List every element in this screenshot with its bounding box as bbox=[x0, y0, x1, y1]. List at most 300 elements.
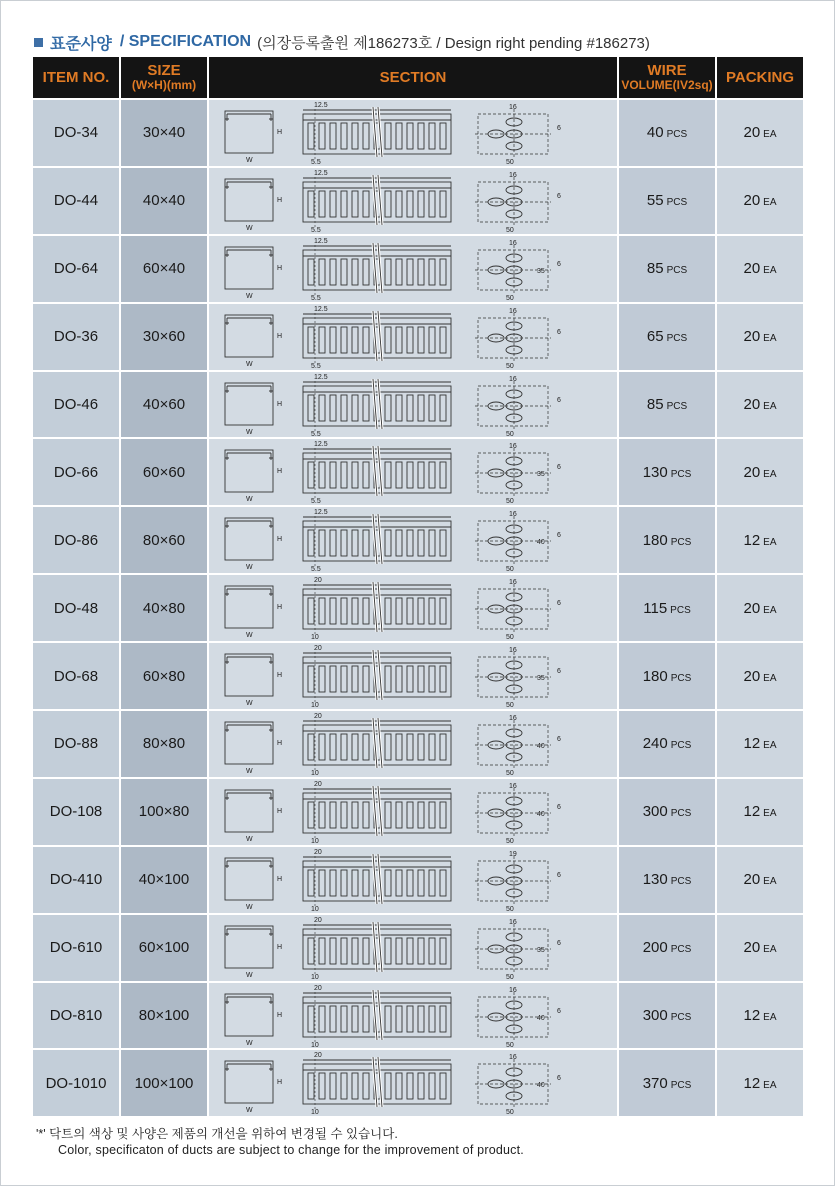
section-drawing-cell bbox=[209, 981, 619, 1049]
wire-volume-unit: PCS bbox=[666, 333, 688, 345]
wire-volume-value: 65 bbox=[646, 328, 664, 346]
hole-base-dimension: 50 bbox=[506, 566, 514, 573]
packing-cell bbox=[717, 709, 803, 777]
item-number-cell: DO-44 bbox=[33, 166, 121, 234]
item-number-cell: DO-610 bbox=[33, 913, 121, 981]
hole-side-dimension: 40 bbox=[537, 1082, 545, 1090]
hole-pattern-icon bbox=[475, 109, 551, 159]
wire-volume-cell bbox=[619, 913, 717, 981]
packing-value: 20 bbox=[743, 871, 761, 889]
section-drawing-cell bbox=[209, 573, 619, 641]
table-row bbox=[33, 1048, 803, 1116]
hole-side-dimension: 40 bbox=[537, 742, 545, 750]
section-w-label: W bbox=[246, 700, 253, 708]
wire-volume-unit: PCS bbox=[670, 876, 692, 888]
wire-volume-value: 40 bbox=[646, 124, 664, 142]
packing-unit: EA bbox=[763, 604, 777, 616]
hole-base-dimension: 50 bbox=[506, 837, 514, 844]
hole-top-dimension: 16 bbox=[509, 918, 517, 926]
duct-elevation-icon bbox=[303, 379, 451, 431]
duct-elevation-icon bbox=[303, 854, 451, 906]
hole-gap-dimension: 6 bbox=[557, 328, 561, 336]
size-cell: 80×80 bbox=[121, 709, 209, 777]
wire-volume-unit: PCS bbox=[670, 672, 692, 684]
packing-unit: EA bbox=[763, 1079, 777, 1091]
section-top-dimension: 20 bbox=[314, 984, 322, 992]
section-top-dimension: 12.5 bbox=[314, 305, 328, 313]
square-bullet-icon bbox=[34, 38, 43, 47]
section-w-label: W bbox=[246, 767, 253, 775]
packing-unit: EA bbox=[763, 1012, 777, 1024]
footnote-english: Color, specificaton of ducts are subject to change for the improvement of product. bbox=[58, 1143, 524, 1157]
section-drawing bbox=[213, 848, 613, 912]
section-w-label: W bbox=[246, 496, 253, 504]
item-number-cell: DO-108 bbox=[33, 777, 121, 845]
item-number-cell: DO-34 bbox=[33, 98, 121, 166]
section-drawing-cell bbox=[209, 641, 619, 709]
packing-value: 20 bbox=[743, 599, 761, 617]
wire-volume-cell bbox=[619, 981, 717, 1049]
size-cell: 100×100 bbox=[121, 1048, 209, 1116]
packing-value: 12 bbox=[743, 1007, 761, 1025]
header-size: SIZE (W×H)(mm) bbox=[121, 57, 209, 98]
wire-volume-value: 85 bbox=[646, 260, 664, 278]
section-w-label: W bbox=[246, 835, 253, 843]
duct-cross-section-icon bbox=[225, 383, 273, 425]
packing-value: 12 bbox=[743, 1074, 761, 1092]
section-bottom-dimension: 5.5 bbox=[311, 430, 321, 437]
duct-cross-section-icon bbox=[225, 994, 273, 1036]
wire-volume-value: 115 bbox=[643, 599, 668, 617]
wire-volume-cell bbox=[619, 505, 717, 573]
wire-volume-value: 85 bbox=[646, 396, 664, 413]
duct-cross-section-icon bbox=[225, 179, 273, 221]
section-h-label: H bbox=[277, 739, 283, 747]
section-h-label: H bbox=[277, 196, 283, 204]
packing-value: 12 bbox=[743, 531, 761, 549]
table-row bbox=[33, 166, 803, 234]
section-top-dimension: 20 bbox=[314, 848, 322, 856]
wire-volume-value: 130 bbox=[642, 871, 668, 889]
section-w-label: W bbox=[246, 632, 253, 640]
hole-top-dimension: 16 bbox=[509, 103, 517, 111]
hole-base-dimension: 50 bbox=[506, 973, 514, 980]
packing-cell bbox=[717, 981, 803, 1049]
section-bottom-dimension: 10 bbox=[311, 702, 319, 709]
duct-cross-section-icon bbox=[225, 722, 273, 764]
size-cell: 60×100 bbox=[121, 913, 209, 981]
item-number-cell: DO-64 bbox=[33, 234, 121, 302]
hole-top-dimension: 16 bbox=[509, 647, 517, 655]
duct-cross-section-icon bbox=[225, 450, 273, 492]
packing-cell bbox=[717, 437, 803, 505]
section-bottom-dimension: 10 bbox=[311, 769, 319, 776]
section-h-label: H bbox=[277, 468, 283, 476]
hole-gap-dimension: 6 bbox=[557, 532, 561, 540]
wire-volume-unit: PCS bbox=[670, 1012, 692, 1024]
section-bottom-dimension: 10 bbox=[311, 1109, 319, 1116]
hole-side-dimension: 35 bbox=[537, 471, 545, 479]
item-number-cell: DO-1010 bbox=[33, 1048, 121, 1116]
hole-base-dimension: 50 bbox=[506, 1109, 514, 1116]
section-drawing-cell bbox=[209, 166, 619, 234]
section-bottom-dimension: 10 bbox=[311, 973, 319, 980]
section-drawing bbox=[213, 169, 613, 233]
hole-base-dimension: 50 bbox=[506, 1041, 514, 1048]
section-drawing-cell bbox=[209, 709, 619, 777]
wire-volume-unit: PCS bbox=[670, 740, 692, 752]
section-h-label: H bbox=[277, 400, 283, 408]
duct-elevation-icon bbox=[303, 243, 451, 295]
section-top-dimension: 12.5 bbox=[314, 441, 328, 449]
packing-unit: EA bbox=[763, 129, 777, 141]
hole-gap-dimension: 6 bbox=[557, 668, 561, 676]
hole-gap-dimension: 6 bbox=[557, 1075, 561, 1083]
section-top-dimension: 20 bbox=[314, 1052, 322, 1060]
title-english: / SPECIFICATION bbox=[119, 33, 252, 50]
table-header-row bbox=[33, 57, 803, 98]
section-drawing bbox=[213, 644, 613, 708]
item-number-cell: DO-68 bbox=[33, 641, 121, 709]
table-row bbox=[33, 370, 803, 438]
hole-gap-dimension: 6 bbox=[557, 464, 561, 472]
duct-elevation-icon bbox=[303, 718, 451, 770]
section-drawing bbox=[213, 712, 613, 776]
section-w-label: W bbox=[246, 428, 253, 436]
section-h-label: H bbox=[277, 264, 283, 272]
packing-cell bbox=[717, 302, 803, 370]
table-row bbox=[33, 777, 803, 845]
hole-pattern-icon bbox=[475, 177, 551, 227]
hole-side-dimension: 35 bbox=[537, 675, 545, 683]
packing-unit: EA bbox=[763, 808, 777, 820]
duct-cross-section-icon bbox=[225, 111, 273, 153]
wire-volume-unit: PCS bbox=[670, 468, 692, 480]
hole-top-dimension: 19 bbox=[509, 850, 517, 858]
size-cell: 60×60 bbox=[121, 437, 209, 505]
section-drawing-cell bbox=[209, 234, 619, 302]
duct-elevation-icon bbox=[303, 311, 451, 363]
size-cell: 40×80 bbox=[121, 573, 209, 641]
hole-gap-dimension: 6 bbox=[557, 124, 561, 132]
size-cell: 60×40 bbox=[121, 234, 209, 302]
table-row bbox=[33, 913, 803, 981]
item-number-cell: DO-86 bbox=[33, 505, 121, 573]
header-packing: PACKING bbox=[717, 57, 803, 98]
section-top-dimension: 12.5 bbox=[314, 169, 328, 177]
wire-volume-value: 370 bbox=[642, 1074, 668, 1092]
section-top-dimension: 20 bbox=[314, 712, 322, 720]
hole-top-dimension: 16 bbox=[509, 443, 517, 451]
hole-top-dimension: 16 bbox=[509, 307, 517, 315]
packing-unit: EA bbox=[763, 265, 777, 277]
hole-gap-dimension: 6 bbox=[557, 600, 561, 608]
section-w-label: W bbox=[246, 971, 253, 979]
title-subtitle: (의장등록출원 제186273호 / Design right pending #186273) bbox=[257, 34, 650, 52]
hole-side-dimension: 35 bbox=[537, 267, 545, 275]
packing-value: 20 bbox=[743, 463, 761, 481]
duct-elevation-icon bbox=[303, 1057, 451, 1109]
footnote bbox=[36, 1126, 796, 1158]
section-h-label: H bbox=[277, 128, 283, 136]
section-w-label: W bbox=[246, 564, 253, 572]
duct-elevation-icon bbox=[303, 922, 451, 974]
wire-volume-unit: PCS bbox=[666, 197, 688, 209]
section-bottom-dimension: 10 bbox=[311, 837, 319, 844]
item-number-cell: DO-410 bbox=[33, 845, 121, 913]
packing-unit: EA bbox=[763, 672, 777, 684]
table-row bbox=[33, 98, 803, 166]
wire-volume-value: 300 bbox=[642, 1007, 668, 1025]
section-w-label: W bbox=[246, 903, 253, 911]
hole-base-dimension: 50 bbox=[506, 158, 514, 165]
item-number-cell: DO-48 bbox=[33, 573, 121, 641]
section-drawing bbox=[213, 1051, 613, 1115]
packing-value: 20 bbox=[743, 667, 761, 685]
hole-top-dimension: 16 bbox=[509, 986, 517, 994]
hole-base-dimension: 50 bbox=[506, 905, 514, 912]
section-bottom-dimension: 5.5 bbox=[311, 362, 321, 369]
packing-unit: EA bbox=[763, 468, 777, 480]
packing-value: 20 bbox=[743, 396, 761, 413]
table-row bbox=[33, 709, 803, 777]
wire-volume-cell bbox=[619, 845, 717, 913]
hole-top-dimension: 16 bbox=[509, 171, 517, 179]
wire-volume-cell bbox=[619, 777, 717, 845]
hole-pattern-icon bbox=[475, 381, 551, 431]
packing-cell bbox=[717, 505, 803, 573]
packing-value: 12 bbox=[743, 803, 761, 821]
title-korean: 표준사양 bbox=[50, 35, 112, 53]
section-drawing-cell bbox=[209, 913, 619, 981]
item-number-cell: DO-810 bbox=[33, 981, 121, 1049]
hole-top-dimension: 16 bbox=[509, 375, 517, 383]
packing-cell bbox=[717, 913, 803, 981]
wire-volume-value: 130 bbox=[642, 463, 668, 481]
wire-volume-value: 240 bbox=[642, 735, 668, 753]
size-cell: 80×100 bbox=[121, 981, 209, 1049]
header-wire-volume: WIRE VOLUME(IV2sq) bbox=[619, 57, 717, 98]
hole-gap-dimension: 6 bbox=[557, 735, 561, 743]
section-w-label: W bbox=[246, 224, 253, 232]
section-top-dimension: 20 bbox=[314, 577, 322, 585]
packing-unit: EA bbox=[763, 876, 777, 888]
duct-cross-section-icon bbox=[225, 586, 273, 628]
hole-top-dimension: 16 bbox=[509, 579, 517, 587]
duct-cross-section-icon bbox=[225, 790, 273, 832]
hole-base-dimension: 50 bbox=[506, 294, 514, 301]
section-drawing bbox=[213, 440, 613, 504]
duct-cross-section-icon bbox=[225, 654, 273, 696]
section-drawing bbox=[213, 916, 613, 980]
hole-top-dimension: 16 bbox=[509, 511, 517, 519]
table-row bbox=[33, 641, 803, 709]
section-top-dimension: 12.5 bbox=[314, 373, 328, 381]
size-cell: 40×100 bbox=[121, 845, 209, 913]
section-drawing-cell bbox=[209, 437, 619, 505]
duct-elevation-icon bbox=[303, 514, 451, 566]
table-row bbox=[33, 302, 803, 370]
duct-cross-section-icon bbox=[225, 315, 273, 357]
section-w-label: W bbox=[246, 360, 253, 368]
wire-volume-cell bbox=[619, 370, 717, 438]
section-w-label: W bbox=[246, 1107, 253, 1115]
section-bottom-dimension: 5.5 bbox=[311, 566, 321, 573]
duct-cross-section-icon bbox=[225, 1061, 273, 1103]
item-number-cell: DO-88 bbox=[33, 709, 121, 777]
section-drawing-cell bbox=[209, 98, 619, 166]
item-number-cell: DO-36 bbox=[33, 302, 121, 370]
wire-volume-unit: PCS bbox=[666, 265, 688, 277]
table-row bbox=[33, 437, 803, 505]
section-drawing bbox=[213, 305, 613, 369]
section-h-label: H bbox=[277, 807, 283, 815]
section-drawing bbox=[213, 373, 613, 437]
table-row bbox=[33, 981, 803, 1049]
item-number-cell: DO-46 bbox=[33, 370, 121, 438]
section-drawing bbox=[213, 984, 613, 1048]
wire-volume-value: 180 bbox=[642, 531, 668, 549]
wire-volume-cell bbox=[619, 166, 717, 234]
section-top-dimension: 12.5 bbox=[314, 509, 328, 517]
section-drawing-cell bbox=[209, 302, 619, 370]
section-drawing-cell bbox=[209, 370, 619, 438]
hole-base-dimension: 50 bbox=[506, 769, 514, 776]
hole-base-dimension: 50 bbox=[506, 430, 514, 437]
hole-gap-dimension: 6 bbox=[557, 260, 561, 268]
table-row bbox=[33, 234, 803, 302]
packing-cell bbox=[717, 234, 803, 302]
packing-value: 12 bbox=[743, 735, 761, 753]
table-row bbox=[33, 573, 803, 641]
duct-elevation-icon bbox=[303, 107, 451, 159]
packing-value: 20 bbox=[743, 939, 761, 957]
section-bottom-dimension: 10 bbox=[311, 905, 319, 912]
packing-value: 20 bbox=[743, 124, 761, 142]
section-w-label: W bbox=[246, 156, 253, 164]
section-bottom-dimension: 10 bbox=[311, 1041, 319, 1048]
wire-volume-cell bbox=[619, 302, 717, 370]
packing-unit: EA bbox=[763, 740, 777, 752]
duct-cross-section-icon bbox=[225, 518, 273, 560]
packing-unit: EA bbox=[763, 197, 777, 209]
section-top-dimension: 20 bbox=[314, 645, 322, 653]
hole-top-dimension: 16 bbox=[509, 1054, 517, 1062]
packing-cell bbox=[717, 98, 803, 166]
wire-volume-unit: PCS bbox=[670, 944, 692, 956]
section-w-label: W bbox=[246, 1039, 253, 1047]
packing-cell bbox=[717, 1048, 803, 1116]
hole-base-dimension: 50 bbox=[506, 498, 514, 505]
section-drawing bbox=[213, 101, 613, 165]
page-title bbox=[34, 31, 650, 53]
section-h-label: H bbox=[277, 1011, 283, 1019]
table-row bbox=[33, 505, 803, 573]
hole-pattern-icon bbox=[475, 584, 551, 634]
section-drawing bbox=[213, 780, 613, 844]
packing-cell bbox=[717, 573, 803, 641]
packing-cell bbox=[717, 370, 803, 438]
header-section: SECTION bbox=[209, 57, 619, 98]
section-w-label: W bbox=[246, 292, 253, 300]
section-top-dimension: 12.5 bbox=[314, 237, 328, 245]
section-drawing-cell bbox=[209, 845, 619, 913]
duct-elevation-icon bbox=[303, 582, 451, 634]
hole-top-dimension: 16 bbox=[509, 714, 517, 722]
wire-volume-cell bbox=[619, 641, 717, 709]
wire-volume-cell bbox=[619, 573, 717, 641]
section-h-label: H bbox=[277, 604, 283, 612]
packing-unit: EA bbox=[763, 536, 777, 548]
wire-volume-value: 300 bbox=[642, 803, 668, 821]
section-top-dimension: 12.5 bbox=[314, 101, 328, 109]
section-drawing bbox=[213, 508, 613, 572]
wire-volume-value: 55 bbox=[646, 192, 664, 210]
hole-gap-dimension: 6 bbox=[557, 396, 561, 404]
packing-cell bbox=[717, 777, 803, 845]
wire-volume-unit: PCS bbox=[670, 808, 692, 820]
hole-pattern-icon bbox=[475, 313, 551, 363]
hole-side-dimension: 40 bbox=[537, 810, 545, 818]
duct-elevation-icon bbox=[303, 786, 451, 838]
size-cell: 80×60 bbox=[121, 505, 209, 573]
section-drawing bbox=[213, 576, 613, 640]
duct-elevation-icon bbox=[303, 990, 451, 1042]
duct-cross-section-icon bbox=[225, 858, 273, 900]
section-top-dimension: 20 bbox=[314, 780, 322, 788]
wire-volume-unit: PCS bbox=[670, 536, 692, 548]
section-h-label: H bbox=[277, 1079, 283, 1087]
hole-side-dimension: 35 bbox=[537, 946, 545, 954]
header-item-no: ITEM NO. bbox=[33, 57, 121, 98]
wire-volume-value: 180 bbox=[642, 667, 668, 685]
duct-elevation-icon bbox=[303, 446, 451, 498]
hole-base-dimension: 50 bbox=[506, 226, 514, 233]
section-bottom-dimension: 5.5 bbox=[311, 294, 321, 301]
size-cell: 30×40 bbox=[121, 98, 209, 166]
item-number-cell: DO-66 bbox=[33, 437, 121, 505]
section-h-label: H bbox=[277, 536, 283, 544]
hole-base-dimension: 50 bbox=[506, 634, 514, 641]
section-bottom-dimension: 5.5 bbox=[311, 158, 321, 165]
section-drawing-cell bbox=[209, 777, 619, 845]
hole-base-dimension: 50 bbox=[506, 362, 514, 369]
packing-value: 20 bbox=[743, 260, 761, 278]
duct-cross-section-icon bbox=[225, 926, 273, 968]
wire-volume-cell bbox=[619, 98, 717, 166]
hole-gap-dimension: 6 bbox=[557, 871, 561, 879]
section-h-label: H bbox=[277, 943, 283, 951]
size-cell: 40×40 bbox=[121, 166, 209, 234]
hole-gap-dimension: 6 bbox=[557, 939, 561, 947]
section-h-label: H bbox=[277, 875, 283, 883]
footnote-korean: '*' 닥트의 색상 및 사양은 제품의 개선을 위하여 변경될 수 있습니다. bbox=[36, 1127, 398, 1141]
hole-top-dimension: 16 bbox=[509, 239, 517, 247]
section-bottom-dimension: 5.5 bbox=[311, 226, 321, 233]
wire-volume-unit: PCS bbox=[670, 604, 691, 616]
wire-volume-cell bbox=[619, 437, 717, 505]
packing-cell bbox=[717, 641, 803, 709]
wire-volume-cell bbox=[619, 709, 717, 777]
packing-cell bbox=[717, 166, 803, 234]
size-cell: 30×60 bbox=[121, 302, 209, 370]
hole-top-dimension: 16 bbox=[509, 782, 517, 790]
wire-volume-unit: PCS bbox=[666, 129, 688, 141]
duct-elevation-icon bbox=[303, 175, 451, 227]
packing-unit: EA bbox=[763, 401, 777, 412]
section-drawing bbox=[213, 237, 613, 301]
size-cell: 100×80 bbox=[121, 777, 209, 845]
